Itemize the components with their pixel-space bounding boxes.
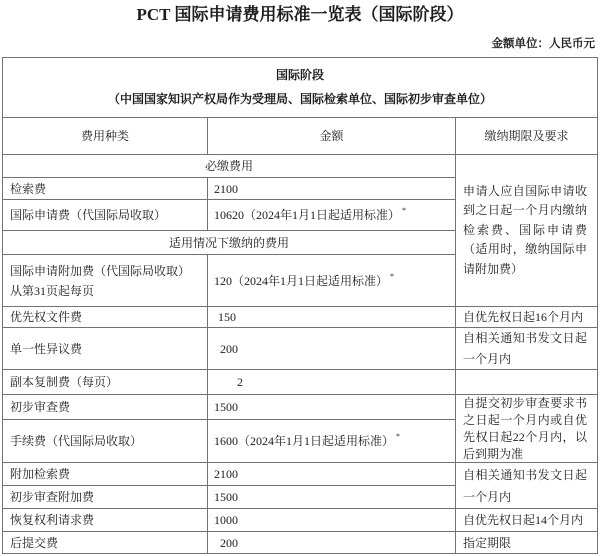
late-furnishing-fee-amount-cell [208,532,455,553]
copy-fee-name: 副本复制费（每页） [10,375,119,389]
stage-subtitle: （中国国家知识产权局作为受理局、国际检索单位、国际初步审查单位） [107,92,492,106]
additional-preliminary-exam-fee-name: 初步审查附加费 [10,490,95,504]
search-fee-amount: 2100 [214,181,238,196]
payment-terms-preliminary-exam-text: 自提交初步审查要求书之日起一个月内或自优先权日起22个月内，以后到期为准 [463,395,587,461]
footnote-mark: * [390,271,395,281]
filing-fee-surcharge-amount-cell [208,255,455,306]
payment-terms-priority-document [456,307,597,327]
handling-fee-amount-cell [208,420,455,462]
section-conditional-fees [3,231,455,254]
late-furnishing-fee-name: 后提交费 [10,535,59,550]
handling-fee-name: 手续费（代国际局收取） [10,434,143,448]
unity-protest-fee-amount: 200 [220,341,238,356]
late-furnishing-fee-name-cell [3,532,207,553]
priority-document-fee-amount: 150 [218,310,236,324]
column-header-payment-terms-label: 缴纳期限及要求 [484,129,569,143]
column-header-amount-label: 金额 [319,129,344,143]
filing-fee-surcharge-amount: 120 [214,273,232,288]
filing-fee-surcharge-name: 国际申请附加费（代国际局收取） [10,263,191,278]
footnote-mark: * [402,206,407,215]
payment-terms-restoration-text: 自优先权日起14个月内 [463,513,584,527]
payment-terms-unity-protest-text: 自相关通知书发文日起一个月内 [463,330,587,366]
preliminary-exam-fee-name: 初步审查费 [10,400,71,414]
column-header-payment-terms [456,118,597,154]
payment-terms-unity-protest [456,328,597,369]
restoration-request-fee-name: 恢复权利请求费 [10,513,95,527]
payment-terms-additional-fees-text: 自相关通知书发文日起一个月内 [463,467,587,504]
section-conditional-label: 适用情况下缴纳的费用 [168,235,289,250]
search-fee-name-cell [3,178,207,199]
column-header-amount [208,118,455,154]
additional-preliminary-exam-fee-amount: 1500 [214,490,238,504]
payment-terms-priority-document-text: 自优先权日起16个月内 [463,310,584,324]
filing-fee-surcharge-name-cell [3,255,207,306]
international-filing-fee-amount: 10620 [214,208,244,222]
international-filing-fee-name-cell [3,200,207,230]
additional-search-fee-name-cell [3,463,207,485]
footnote-mark: * [396,432,401,441]
handling-fee-amount-line [214,432,400,450]
unity-protest-fee-name: 单一性异议费 [10,341,83,356]
handling-fee-amount-note: （2024年1月1日起适用标准） [238,434,395,448]
international-filing-fee-name: 国际申请费（代国际局收取） [10,208,167,222]
fee-table [2,57,598,554]
late-furnishing-fee-amount: 200 [220,535,238,550]
priority-document-fee-amount-cell [208,307,455,327]
currency-unit-note: 金额单位：人民币元 [491,38,595,50]
handling-fee-amount: 1600 [214,434,238,448]
restoration-request-fee-amount: 1000 [214,513,238,527]
document-title: PCT 国际申请费用标准一览表（国际阶段） [136,5,464,24]
restoration-request-fee-name-cell [3,509,207,531]
payment-terms-late-furnishing-text: 指定期限 [463,535,512,550]
preliminary-exam-fee-name-cell [3,395,207,419]
international-filing-fee-amount-note: （2024年1月1日起适用标准） [244,208,401,222]
restoration-request-fee-amount-cell [208,509,455,531]
additional-search-fee-amount: 2100 [214,467,238,481]
payment-terms-late-furnishing [456,532,597,553]
payment-terms-preliminary-exam [456,395,597,462]
unity-protest-fee-name-cell [3,328,207,369]
international-filing-fee-amount-cell [208,200,455,230]
additional-preliminary-exam-fee-name-cell [3,486,207,508]
payment-terms-copy-fee-empty [456,370,597,394]
international-filing-fee-amount-line [214,206,406,224]
additional-search-fee-name: 附加检索费 [10,467,71,481]
filing-fee-surcharge-name-note: 从第31页起每页 [10,283,95,298]
copy-fee-amount-cell [208,370,455,394]
copy-fee-name-cell [3,370,207,394]
stage-title: 国际阶段 [275,68,324,82]
priority-document-fee-name-cell [3,307,207,327]
filing-fee-surcharge-amount-note: （2024年1月1日起适用标准） [232,273,389,288]
payment-terms-additional-fees [456,463,597,508]
column-header-fee-type-label: 费用种类 [80,129,129,143]
column-header-fee-type [3,118,207,154]
search-fee-amount-cell [208,178,455,199]
additional-preliminary-exam-fee-amount-cell [208,486,455,508]
payment-terms-restoration [456,509,597,531]
copy-fee-amount: 2 [237,375,243,389]
section-mandatory-label: 必缴费用 [204,159,253,173]
search-fee-name: 检索费 [10,181,47,196]
filing-fee-surcharge-amount-line [214,272,394,290]
payment-terms-search-filing [456,155,597,306]
preliminary-exam-fee-amount: 1500 [214,400,238,414]
payment-terms-search-filing-text: 申请人应自国际申请收到之日起一个月内缴纳检索费、国际申请费（适用时，缴纳国际申请附加费） [463,183,587,276]
additional-search-fee-amount-cell [208,463,455,485]
section-mandatory-fees [3,155,455,177]
preliminary-exam-fee-amount-cell [208,395,455,419]
handling-fee-name-cell [3,420,207,462]
priority-document-fee-name: 优先权文件费 [10,310,83,324]
stage-header [3,58,597,117]
unity-protest-fee-amount-cell [208,328,455,369]
